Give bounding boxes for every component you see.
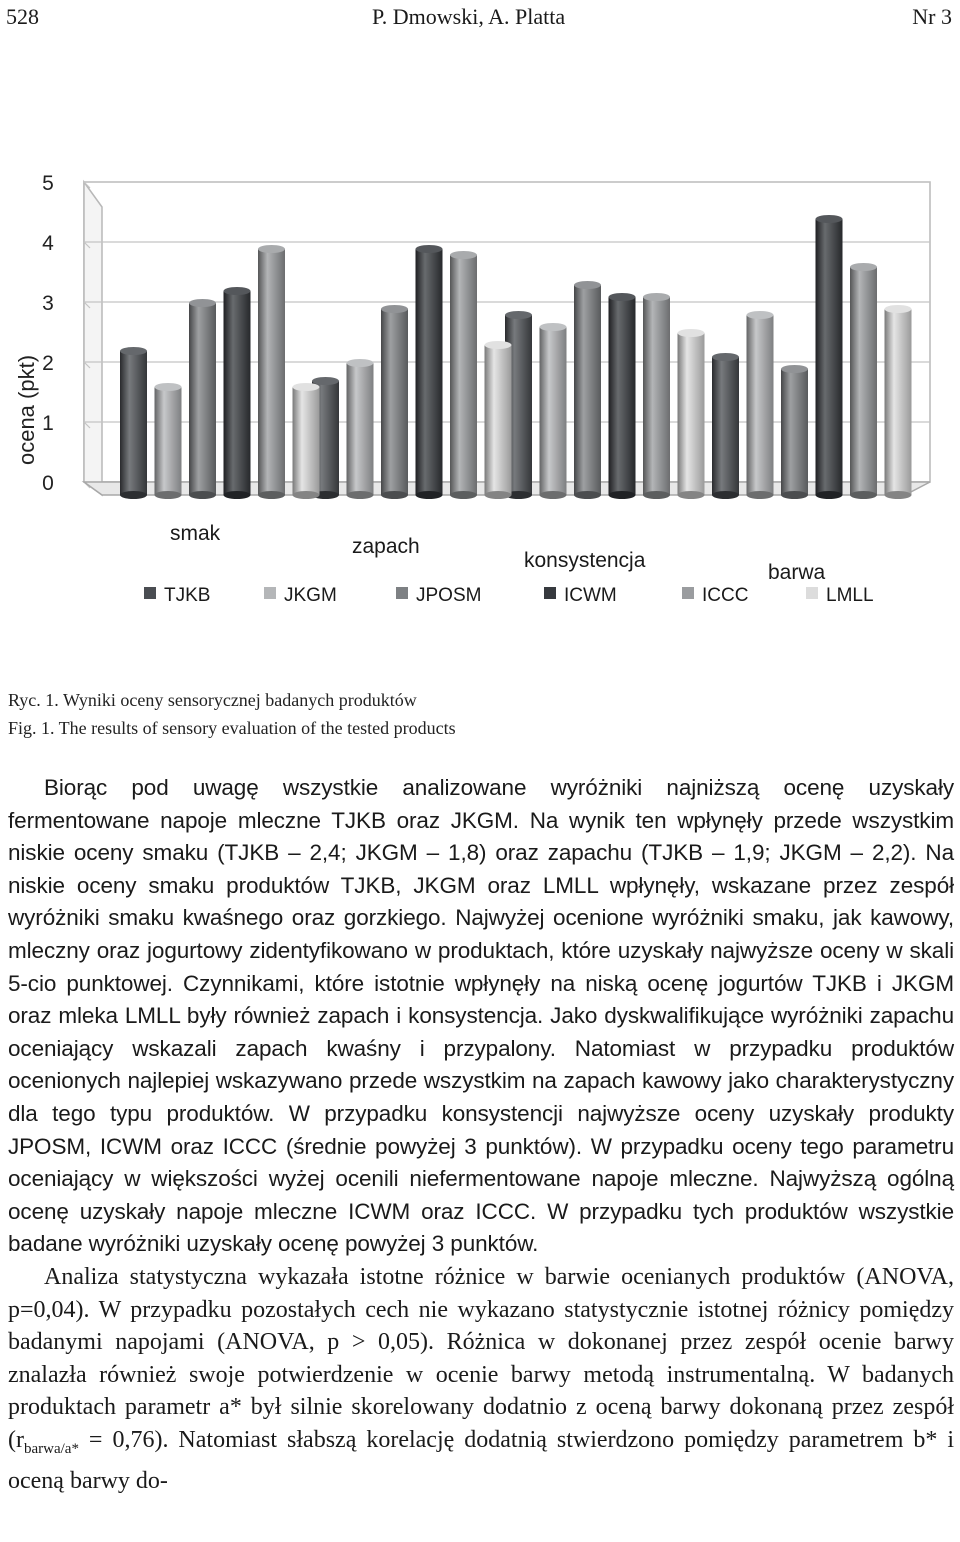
bar-base [293, 491, 320, 499]
bar [712, 353, 739, 499]
running-authors: P. Dmowski, A. Platta [372, 4, 566, 29]
bar-base [347, 491, 374, 499]
y-tick-label: 0 [42, 472, 54, 495]
bar-top [609, 293, 636, 301]
chart-legend [144, 585, 874, 606]
legend-label: ICWM [564, 585, 617, 606]
bar-base [574, 491, 601, 499]
bar-body [416, 249, 443, 495]
bar [609, 293, 636, 499]
bar-body [747, 315, 774, 495]
bar-base [189, 491, 216, 499]
bar-base [450, 491, 477, 499]
bar-body [540, 327, 567, 495]
legend-swatch [264, 587, 276, 599]
y-tick-labels [42, 172, 54, 495]
y-tick-label: 3 [42, 292, 54, 315]
category-label: konsystencja [524, 549, 646, 572]
paragraph-1: Biorąc pod uwagę wszystkie analizowane wyróżniki najniższą ocenę uzyskały fermentowane napoje mleczne TJKB oraz JKGM. Na wynik ten wpłynęły przede wszystkim niskie oceny smaku (TJKB – 2,4; JKGM – 1,8) oraz zapachu (TJKB – 1,9; JKGM – 2,2). Na niskie oceny smaku produktów TJKB, JKGM oraz LMLL wpłynęły, wskazane przez zespół wyróżniki smaku kwaśnego oraz gorzkiego. Najwyżej ocenione wyróżniki smaku, jak kawowy, mleczny oraz jogurtowy zidentyfikowano w produktach, które uzyskały najwyższe oceny w skali 5-cio punktowej. Czynnikami, które istotnie wpłynęły na niską ocenę jogurtów TJKB i JKGM oraz mleka LMLL były również zapach i konsystencja. Jako dyskwalifikujące wyróżniki zapachu oceniający wskazali zapach kwaśny i przypalony. Natomiast w przypadku produktów ocenionych najlepiej wskazywano przede wszystkim na zapach kawowy jako charakterystyczny dla tego typu produktów. W przypadku konsystencji najwyższe oceny uzyskały produkty JPOSM, ICWM oraz ICCC (średnie powyżej 3 punktów). W przypadku oceny tego parametru oceniający w większości wyżej ocenili niefermentowane napoje mleczne. Najwyższą ogólną ocenę uzyskały napoje mleczne ICWM oraz ICCC. W przypadku tych produktów wszystkie badane wyróżniki uzyskały ocenę powyżej 3 punktów. [8, 775, 954, 1257]
bar-body [574, 285, 601, 495]
figure-caption-pl: Ryc. 1. Wyniki oceny sensorycznej badanych produktów [8, 690, 417, 710]
bar-base [381, 491, 408, 499]
figure-caption-en: Fig. 1. The results of sensory evaluation of the tested products [8, 718, 456, 738]
bar-top [155, 383, 182, 391]
bar-top [416, 245, 443, 253]
bar-top [224, 287, 251, 295]
legend-swatch [544, 587, 556, 599]
bar-top [312, 377, 339, 385]
bar [155, 383, 182, 499]
bar [816, 215, 843, 499]
y-tick-label: 1 [42, 412, 54, 435]
bar-top [574, 281, 601, 289]
page-header [0, 0, 960, 36]
page-number: 528 [6, 4, 39, 29]
bar-base [224, 491, 251, 499]
bar-body [678, 333, 705, 495]
body-text [8, 772, 954, 1498]
bar [850, 263, 877, 499]
bar-body [450, 255, 477, 495]
bar-body [120, 351, 147, 495]
y-axis-label: ocena (pkt) [14, 354, 39, 466]
bar-body [293, 387, 320, 495]
bar [885, 305, 912, 499]
bar-base [643, 491, 670, 499]
bar-top [885, 305, 912, 313]
legend-label: JKGM [284, 585, 337, 606]
category-label: zapach [352, 535, 420, 558]
bar-body [347, 363, 374, 495]
paragraph-2-subscript: barwa/a* [23, 1440, 79, 1457]
bar-base [155, 491, 182, 499]
bar-base [850, 491, 877, 499]
y-tick-label: 4 [42, 232, 54, 255]
side-wall [84, 182, 102, 495]
bar-top [816, 215, 843, 223]
bar-top [347, 359, 374, 367]
bar [120, 347, 147, 499]
bar-base [678, 491, 705, 499]
bar-top [540, 323, 567, 331]
bar-body [712, 357, 739, 495]
y-tick-label: 2 [42, 352, 54, 375]
legend-label: ICCC [702, 585, 749, 606]
bar [347, 359, 374, 499]
bar [381, 305, 408, 499]
bar [781, 365, 808, 499]
bar [450, 251, 477, 499]
bar-base [816, 491, 843, 499]
bar [224, 287, 251, 499]
bar [678, 329, 705, 499]
bar [416, 245, 443, 499]
bar-base [885, 491, 912, 499]
bar-top [450, 251, 477, 259]
legend-swatch [806, 587, 818, 599]
bar-body [850, 267, 877, 495]
bar-body [609, 297, 636, 495]
bar-body [816, 219, 843, 495]
bar [747, 311, 774, 499]
bar-body [381, 309, 408, 495]
bar-top [120, 347, 147, 355]
bar-body [155, 387, 182, 495]
legend-label: LMLL [826, 585, 874, 606]
bar-body [885, 309, 912, 495]
bar [540, 323, 567, 499]
bar-top [781, 365, 808, 373]
bar-top [485, 341, 512, 349]
bar-base [781, 491, 808, 499]
bar-base [540, 491, 567, 499]
bar-base [609, 491, 636, 499]
legend-swatch [144, 587, 156, 599]
bar-body [258, 249, 285, 495]
category-label: barwa [768, 561, 826, 584]
paragraph-2 [8, 1261, 954, 1498]
category-label: smak [170, 522, 221, 545]
bar [293, 383, 320, 499]
bar [643, 293, 670, 499]
bar [574, 281, 601, 499]
bar-base [120, 491, 147, 499]
bar [485, 341, 512, 499]
bar-top [258, 245, 285, 253]
bar-top [505, 311, 532, 319]
bar-top [189, 299, 216, 307]
bar-top [678, 329, 705, 337]
bar [258, 245, 285, 499]
legend-swatch [396, 587, 408, 599]
bar-top [850, 263, 877, 271]
bar-base [416, 491, 443, 499]
sensory-bar-chart [0, 160, 960, 640]
legend-swatch [682, 587, 694, 599]
bar-top [712, 353, 739, 361]
bar-base [258, 491, 285, 499]
bar-base [712, 491, 739, 499]
bar [189, 299, 216, 499]
bar-body [224, 291, 251, 495]
paragraph-2-text-end: = 0,76). Natomiast słabszą korelację dodatnią stwierdzono pomiędzy parametrem b* i oceną barwy do- [8, 1426, 954, 1495]
paragraph-2-text: Analiza statystyczna wykazała istotne różnice w barwie ocenianych produktów (ANOVA, p=0,04). W przypadku pozostałych cech nie wykazano statystycznie istotnej różnicy pomiędzy badanymi napojami (ANOVA, p > 0,05). Różnica w dokonanej przez zespół ocenie barwy znalazła również swoje potwierdzenie w ocenie barwy metodą instrumentalną. W badanych produktach parametr a* był silnie skorelowany dodatnio z oceną barwy dokonaną przez zespół (r [8, 1263, 954, 1453]
bar-top [293, 383, 320, 391]
legend-label: TJKB [164, 585, 211, 606]
legend-label: JPOSM [416, 585, 482, 606]
bar-body [189, 303, 216, 495]
y-tick-label: 5 [42, 172, 54, 195]
bar-base [485, 491, 512, 499]
issue-number: Nr 3 [912, 4, 952, 29]
bar-top [747, 311, 774, 319]
bar-body [485, 345, 512, 495]
bar-top [381, 305, 408, 313]
bar-body [781, 369, 808, 495]
bar-base [747, 491, 774, 499]
bar-body [643, 297, 670, 495]
category-labels [170, 522, 826, 584]
bar-top [643, 293, 670, 301]
